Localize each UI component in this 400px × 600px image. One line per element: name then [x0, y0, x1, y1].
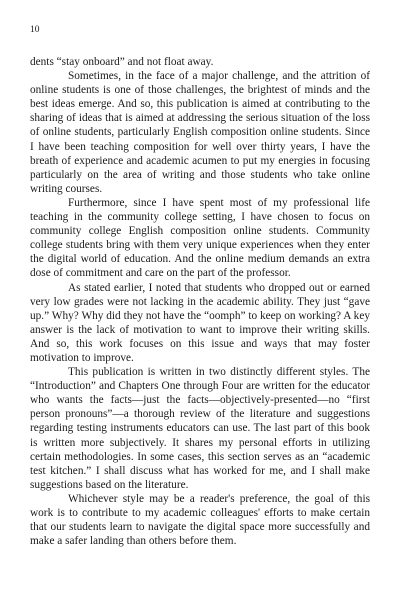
paragraph-5: This publication is written in two distinctly different styles. The “Introduction” and Chapters One through Four are written for the educator who wants the facts—just the facts—objectively-presented—no “first person pronouns”—a thorough review of the literature and suggestions regarding testing instruments educators can use. The last part of this book is written more subjectively. It shares my personal efforts in utilizing certain methodologies. In some cases, this section serves as an “academic test kitchen.” I shall discuss what has worked for me, and I shall make suggestions based on the literature.	[30, 366, 370, 491]
body-text	[30, 55, 370, 548]
paragraph-3: Furthermore, since I have spent most of my professional life teaching in the community college setting, I have chosen to focus on community college English composition online students. Community college students bring with them very unique experiences when they enter the digital world of education. And the online medium demands an extra dose of commitment and care on the part of the professor.	[30, 196, 370, 280]
paragraph-4: As stated earlier, I noted that students who dropped out or earned very low grades were not lacking in the academic ability. They just “gave up.” Why? Why did they not have the “oomph” to keep on working? A key answer is the lack of motivation to want to improve their writing skills. And so, this work focuses on this issue and ways that may foster motivation to improve.	[30, 281, 370, 364]
paragraph-6: Whichever style may be a reader's preference, the goal of this work is to contribute to my academic colleagues' efforts to make certain that our students learn to navigate the digital space more successfully and make a safer landing than others before them.	[30, 492, 370, 548]
paragraph-1: dents “stay onboard” and not float away.	[30, 56, 214, 68]
page-number: 10	[30, 25, 40, 35]
paragraph-2: Sometimes, in the face of a major challenge, and the attrition of online students is one of those challenges, the brightest of minds and the best ideas emerge. And so, this publication is aimed at contributing to the sharing of ideas that is aimed at addressing the serious situation of the loss of online students, particularly English composition online students. Since I have been teaching composition for well over thirty years, I have the breath of experience and academic acumen to put my energies in focusing particularly on the area of writing and those students who take online writing courses.	[30, 70, 370, 195]
